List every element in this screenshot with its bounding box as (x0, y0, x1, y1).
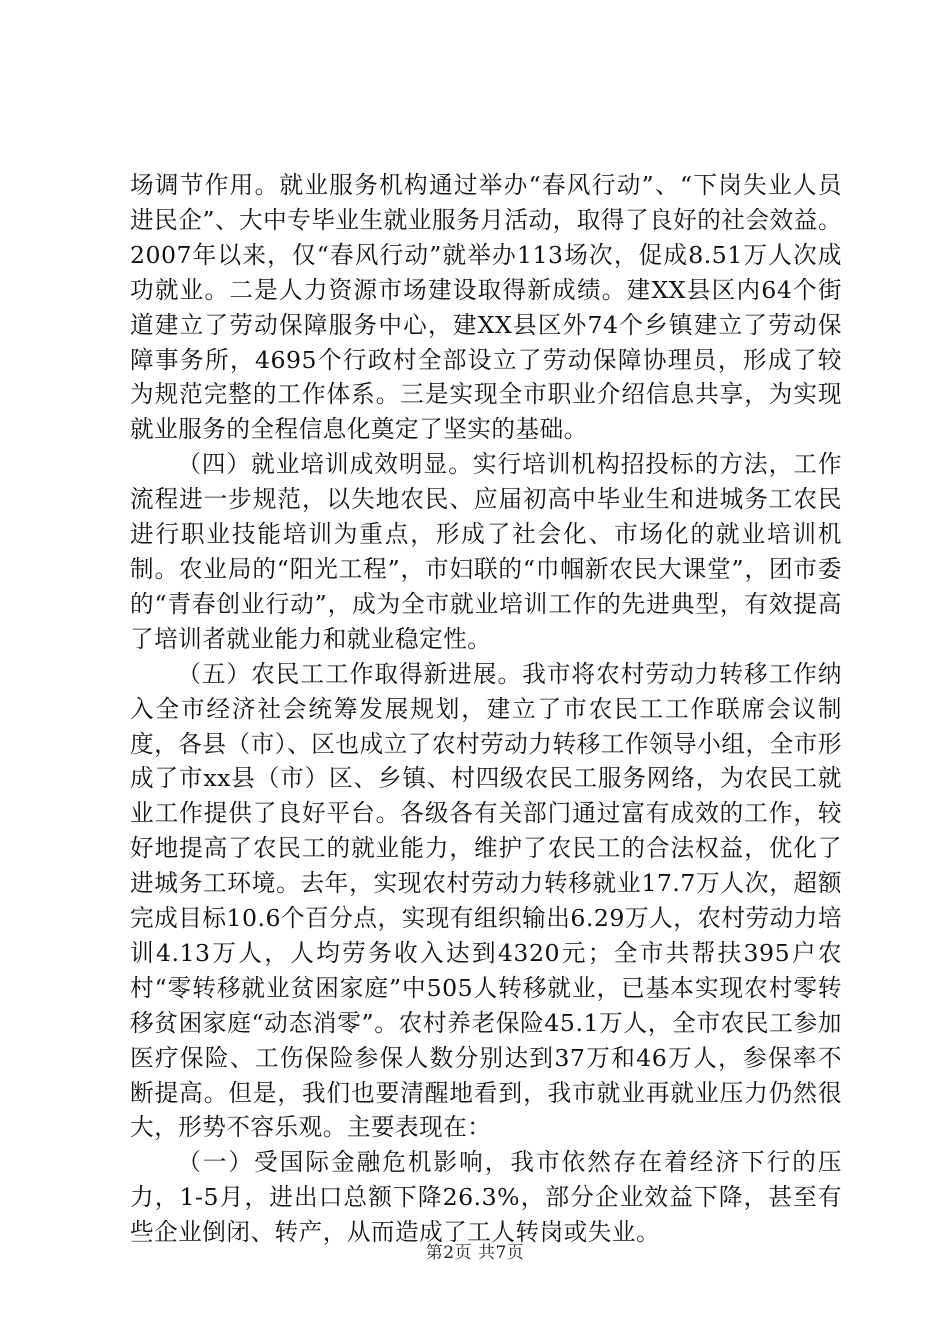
document-body (130, 168, 842, 1250)
paragraph-section-5: （五）农民工工作取得新进展。我市将农村劳动力转移工作纳入全市经济社会统筹发展规划，建立了市农民工工作联席会议制度，各县（市）、区也成立了农村劳动力转移工作领导小组，全市形成了市xx县（市）区、乡镇、村四级农民工服务网络，为农民工就业工作提供了良好平台。各级各有关部门通过富有成效的工作，较好地提高了农民工的就业能力，维护了农民工的合法权益，优化了进城务工环境。去年，实现农村劳动力转移就业17.7万人次，超额完成目标10.6个百分点，实现有组织输出6.29万人，农村劳动力培训4.13万人，人均劳务收入达到4320元；全市共帮扶395户农村“零转移就业贫困家庭”中505人转移就业，已基本实现农村零转移贫困家庭“动态消零”。农村养老保险45.1万人，全市农民工参加医疗保险、工伤保险参保人数分别达到37万和46万人，参保率不断提高。但是，我们也要清醒地看到，我市就业再就业压力仍然很大，形势不容乐观。主要表现在： (130, 659, 842, 1142)
paragraph-section-4: （四）就业培训成效明显。实行培训机构招投标的方法，工作流程进一步规范，以失地农民、应届初高中毕业生和进城务工农民进行职业技能培训为重点，形成了社会化、市场化的就业培训机制。农业局的“阳光工程”，市妇联的“巾帼新农民大课堂”，团市委的“青春创业行动”，成为全市就业培训工作的先进典型，有效提高了培训者就业能力和就业稳定性。 (130, 450, 842, 653)
paragraph-continuation: 场调节作用。就业服务机构通过举办“春风行动”、“下岗失业人员进民企”、大中专毕业生就业服务月活动，取得了良好的社会效益。2007年以来，仅“春风行动”就举办113场次，促成8.51万人次成功就业。二是人力资源市场建设取得新成绩。建XX县区内64个街道建立了劳动保障服务中心，建XX县区外74个乡镇建立了劳动保障事务所，4695个行政村全部设立了劳动保障协理员，形成了较为规范完整的工作体系。三是实现全市职业介绍信息共享，为实现就业服务的全程信息化奠定了坚实的基础。 (130, 171, 842, 444)
page-number-footer: 第2页 共7页 (425, 1243, 525, 1263)
paragraph-item-1: （一）受国际金融危机影响，我市依然存在着经济下行的压力，1-5月，进出口总额下降26.3%，部分企业效益下降，甚至有些企业倒闭、转产，从而造成了工人转岗或失业。 (130, 1148, 842, 1247)
